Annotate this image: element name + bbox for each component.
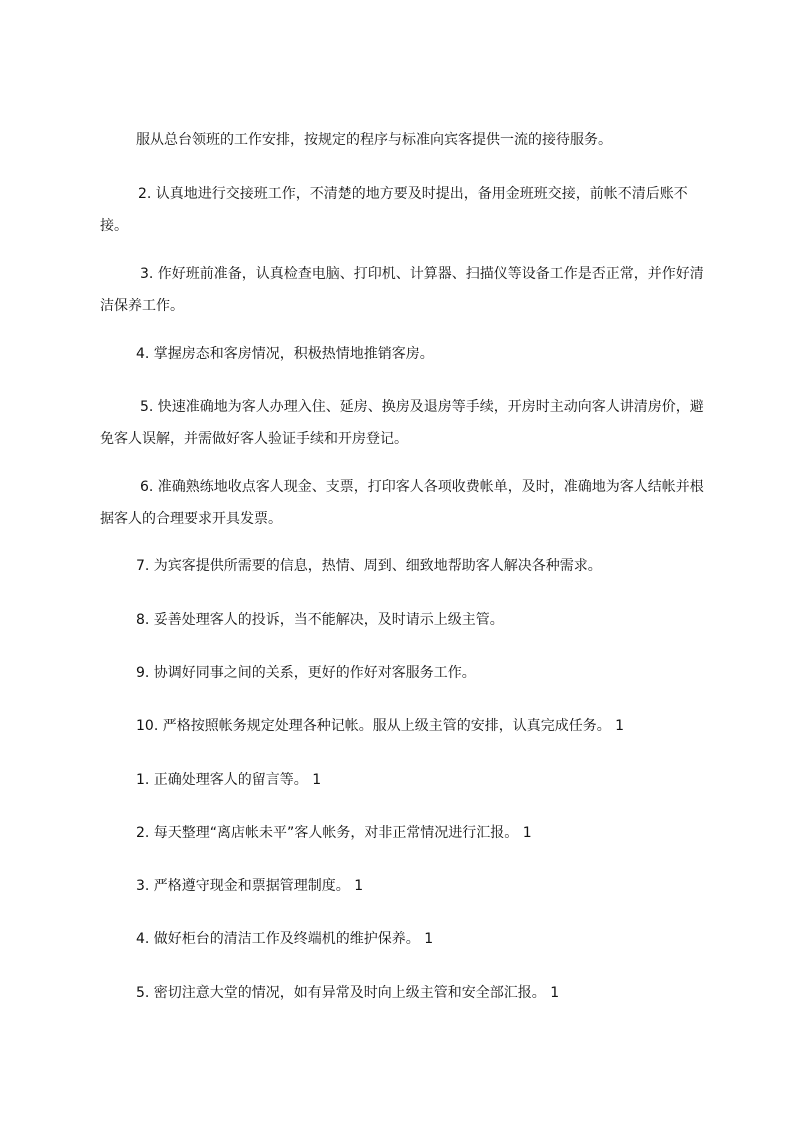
paragraph-item-7: 7. 为宾客提供所需要的信息，热情、周到、细致地帮助客人解决各种需求。	[136, 558, 602, 574]
paragraph-item-2: 2. 认真地进行交接班工作，不清楚的地方要及时提出，备用金班班交接，前帐不清后账不接。	[100, 186, 688, 234]
paragraph-sub-item-1: 1. 正确处理客人的留言等。 1	[136, 772, 322, 788]
paragraph-item-9: 9. 协调好同事之间的关系，更好的作好对客服务工作。	[136, 665, 476, 681]
paragraph-item-3: 3. 作好班前准备，认真检查电脑、打印机、计算器、扫描仪等设备工作是否正常，并作好清洁保养工作。	[100, 266, 704, 314]
paragraph-item-4: 4. 掌握房态和客房情况，积极热情地推销客房。	[136, 346, 434, 362]
paragraph-item-10: 10. 严格按照帐务规定处理各种记帐。服从上级主管的安排，认真完成任务。 1	[136, 718, 625, 734]
paragraph-sub-item-2: 2. 每天整理“离店帐未平”客人帐务，对非正常情况进行汇报。 1	[136, 825, 532, 841]
paragraph-sub-item-5: 5. 密切注意大堂的情况，如有异常及时向上级主管和安全部汇报。 1	[136, 985, 560, 1001]
paragraph-item-8: 8. 妥善处理客人的投诉，当不能解决，及时请示上级主管。	[136, 612, 504, 628]
paragraph-sub-item-4: 4. 做好柜台的清洁工作及终端机的维护保养。 1	[136, 931, 434, 947]
paragraph-item-5: 5. 快速准确地为客人办理入住、延房、换房及退房等手续，开房时主动向客人讲清房价，避免客人误解，并需做好客人验证手续和开房登记。	[100, 399, 704, 447]
paragraph-item-6: 6. 准确熟练地收点客人现金、支票，打印客人各项收费帐单，及时，准确地为客人结帐并根据客人的合理要求开具发票。	[100, 479, 704, 527]
paragraph-intro: 服从总台领班的工作安排，按规定的程序与标准向宾客提供一流的接待服务。	[136, 132, 612, 148]
paragraph-sub-item-3: 3. 严格遵守现金和票据管理制度。 1	[136, 878, 364, 894]
